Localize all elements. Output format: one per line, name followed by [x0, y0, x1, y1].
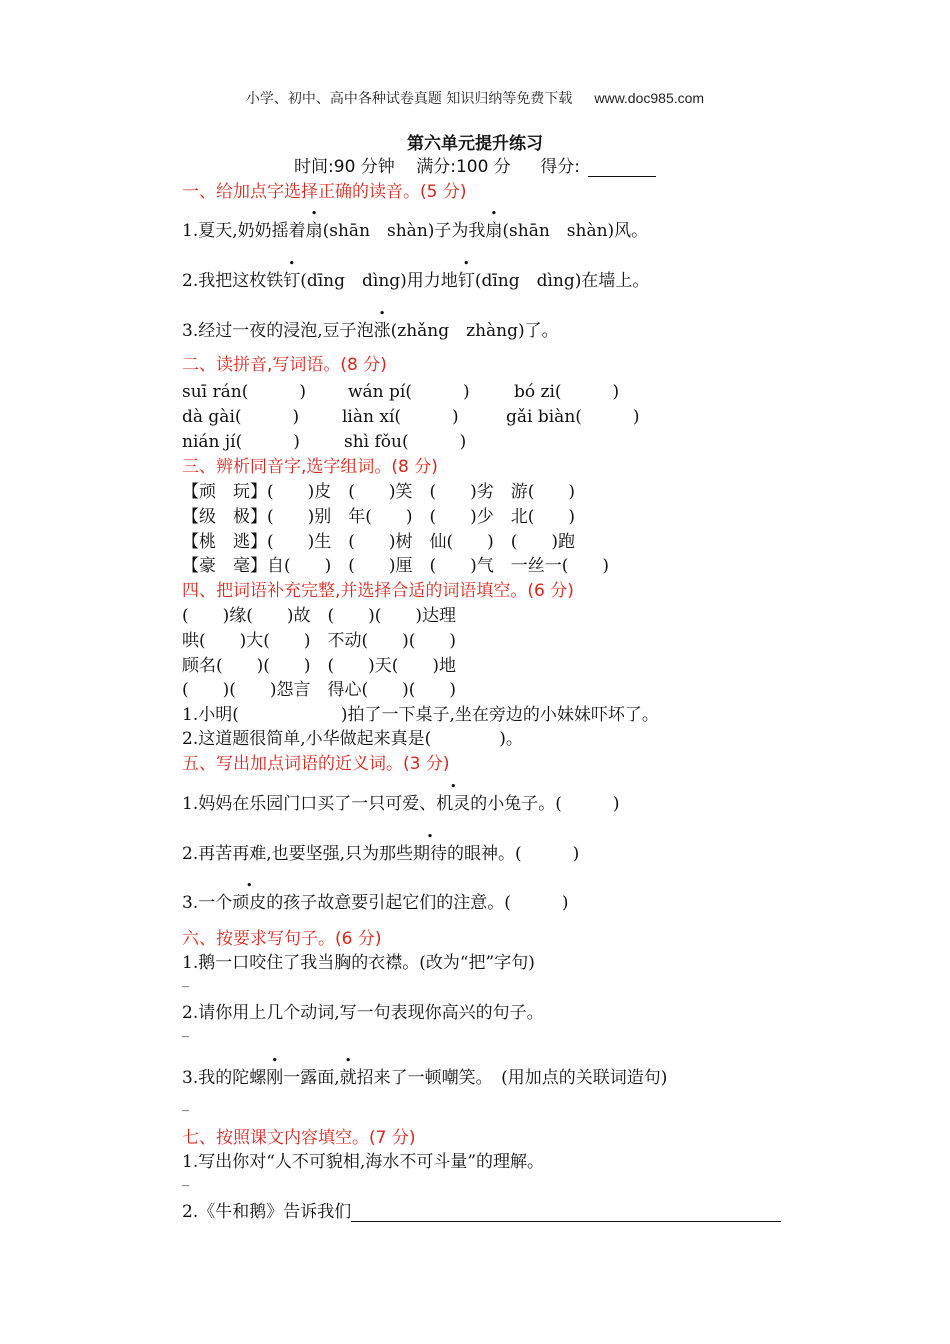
s5-question-1: 1.妈妈在乐园门口买了一只可爱、机灵的小兔子。( ): [182, 789, 620, 814]
section-1-heading: 一、给加点字选择正确的读音。(5 分): [182, 182, 467, 202]
s4-row-1: ( )缘( )故 ( )( )达理: [182, 606, 457, 626]
answer-blank[interactable]: _: [182, 972, 189, 988]
exam-meta: [0, 152, 950, 177]
section-2-heading: 二、读拼音,写词语。(8 分): [182, 355, 387, 375]
answer-blank[interactable]: _: [182, 1022, 189, 1038]
s5-question-2: 2.再苦再难,也要坚强,只为那些期待的眼神。( ): [182, 839, 579, 864]
s3-row-4: 【豪 毫】自( ) ( )厘 ( )气 一丝一( ): [182, 556, 610, 576]
s1-question-2: 2.我把这枚铁钉(dīng dìng)用力地钉(dīng dìng)在墙上。: [182, 266, 649, 291]
section-6-heading: 六、按要求写句子。(6 分): [182, 929, 382, 949]
s2-row-2: dà gài( ) liàn xí( ) gǎi biàn( ): [182, 407, 640, 427]
page-title: 第六单元提升练习: [407, 134, 543, 154]
dotted-char: 刚: [266, 1068, 284, 1088]
s4-question-1: 1.小明( )拍了一下桌子,坐在旁边的小妹妹吓坏了。: [182, 705, 659, 725]
dotted-char: 扇: [485, 221, 503, 241]
answer-blank[interactable]: _: [182, 1096, 189, 1112]
dotted-word: 机灵: [436, 794, 471, 814]
dotted-char: 就: [339, 1068, 357, 1088]
section-4-heading: 四、把词语补充完整,并选择合适的词语填空。(6 分): [182, 581, 574, 601]
s7-question-1: 1.写出你对“人不可貌相,海水不可斗量”的理解。: [182, 1152, 545, 1172]
answer-line[interactable]: [351, 1204, 781, 1222]
score-label: 得分:: [540, 157, 580, 177]
dotted-char: 扇: [305, 221, 323, 241]
dotted-char: 钉: [283, 271, 301, 291]
section-5-heading: 五、写出加点词语的近义词。(3 分): [182, 754, 450, 774]
s6-question-2: 2.请你用上几个动词,写一句表现你高兴的句子。: [182, 1003, 544, 1023]
s3-row-1: 【顽 玩】( )皮 ( )笑 ( )劣 游( ): [182, 482, 576, 502]
page-header: [0, 88, 950, 108]
dotted-word: 期待: [413, 844, 448, 864]
s6-question-3: 3.我的陀螺刚一露面,就招来了一顿嘲笑。 (用加点的关联词造句): [182, 1063, 667, 1088]
s7-question-2: 2.《牛和鹅》告诉我们: [182, 1197, 781, 1222]
s4-row-2: 哄( )大( ) 不动( )( ): [182, 631, 457, 651]
s5-question-3: 3.一个顽皮的孩子故意要引起它们的注意。( ): [182, 888, 569, 913]
exam-total: 满分:100 分: [416, 157, 511, 177]
header-url[interactable]: www.doc985.com: [594, 90, 705, 106]
s4-row-4: ( )( )怨言 得心( )( ): [182, 680, 457, 700]
dotted-char: 涨: [373, 321, 391, 341]
s4-question-2: 2.这道题很简单,小华做起来真是( )。: [182, 729, 523, 749]
section-3-heading: 三、辨析同音字,选字组词。(8 分): [182, 457, 438, 477]
section-7-heading: 七、按照课文内容填空。(7 分): [182, 1128, 416, 1148]
s3-row-3: 【桃 逃】( )生 ( )树 仙( ) ( )跑: [182, 532, 576, 552]
s4-row-3: 顾名( )( ) ( )天( )地: [182, 656, 457, 676]
answer-blank[interactable]: _: [182, 1171, 189, 1187]
s3-row-2: 【级 极】( )别 年( ) ( )少 北( ): [182, 507, 576, 527]
dotted-char: 钉: [457, 271, 475, 291]
dotted-word: 顽皮: [232, 893, 267, 913]
exam-time: 时间:90 分钟: [294, 157, 395, 177]
s2-row-3: nián jí( ) shì fǒu( ): [182, 432, 467, 452]
s1-question-3: 3.经过一夜的浸泡,豆子泡涨(zhǎng zhàng)了。: [182, 316, 559, 341]
s1-question-1: 1.夏天,奶奶摇着扇(shān shàn)子为我扇(shān shàn)风。: [182, 216, 648, 241]
score-blank[interactable]: [588, 160, 656, 177]
header-text: 小学、初中、高中各种试卷真题 知识归纳等免费下载: [245, 91, 573, 107]
s2-row-1: suī rán( ) wán pí( ) bó zi( ): [182, 382, 620, 402]
s6-question-1: 1.鹅一口咬住了我当胸的衣襟。(改为“把”字句): [182, 953, 535, 973]
